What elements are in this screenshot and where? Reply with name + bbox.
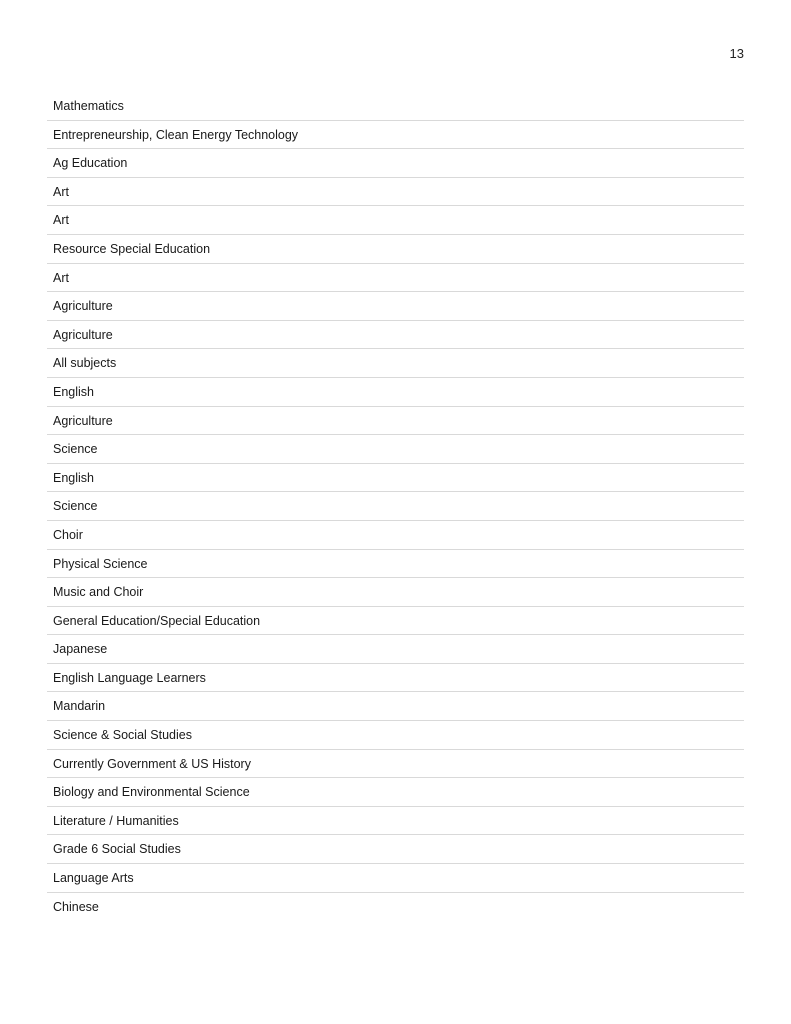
subject-row: Literature / Humanities: [47, 807, 744, 836]
subject-row: Biology and Environmental Science: [47, 778, 744, 807]
subject-row: Music and Choir: [47, 578, 744, 607]
subject-row: Science: [47, 492, 744, 521]
subject-row: Agriculture: [47, 292, 744, 321]
subject-row: Ag Education: [47, 149, 744, 178]
subject-row: Agriculture: [47, 407, 744, 436]
subject-row: Choir: [47, 521, 744, 550]
subject-row: Art: [47, 178, 744, 207]
subject-row: Mathematics: [47, 92, 744, 121]
subject-row: General Education/Special Education: [47, 607, 744, 636]
subject-row: All subjects: [47, 349, 744, 378]
subject-row: Grade 6 Social Studies: [47, 835, 744, 864]
subject-list: [47, 92, 744, 921]
page-number: 13: [729, 46, 744, 61]
subject-row: Art: [47, 264, 744, 293]
subject-row: Resource Special Education: [47, 235, 744, 264]
subject-row: Agriculture: [47, 321, 744, 350]
subject-row: Entrepreneurship, Clean Energy Technology: [47, 121, 744, 150]
subject-row: Japanese: [47, 635, 744, 664]
subject-row: Physical Science: [47, 550, 744, 579]
subject-row: English Language Learners: [47, 664, 744, 693]
subject-row: English: [47, 378, 744, 407]
subject-row: English: [47, 464, 744, 493]
subject-row: Chinese: [53, 899, 99, 914]
subject-row: Mandarin: [47, 692, 744, 721]
subject-row: Language Arts: [47, 864, 744, 893]
subject-row: Currently Government & US History: [47, 750, 744, 779]
subject-row: Art: [47, 206, 744, 235]
subject-row: Science & Social Studies: [47, 721, 744, 750]
subject-row: Science: [47, 435, 744, 464]
